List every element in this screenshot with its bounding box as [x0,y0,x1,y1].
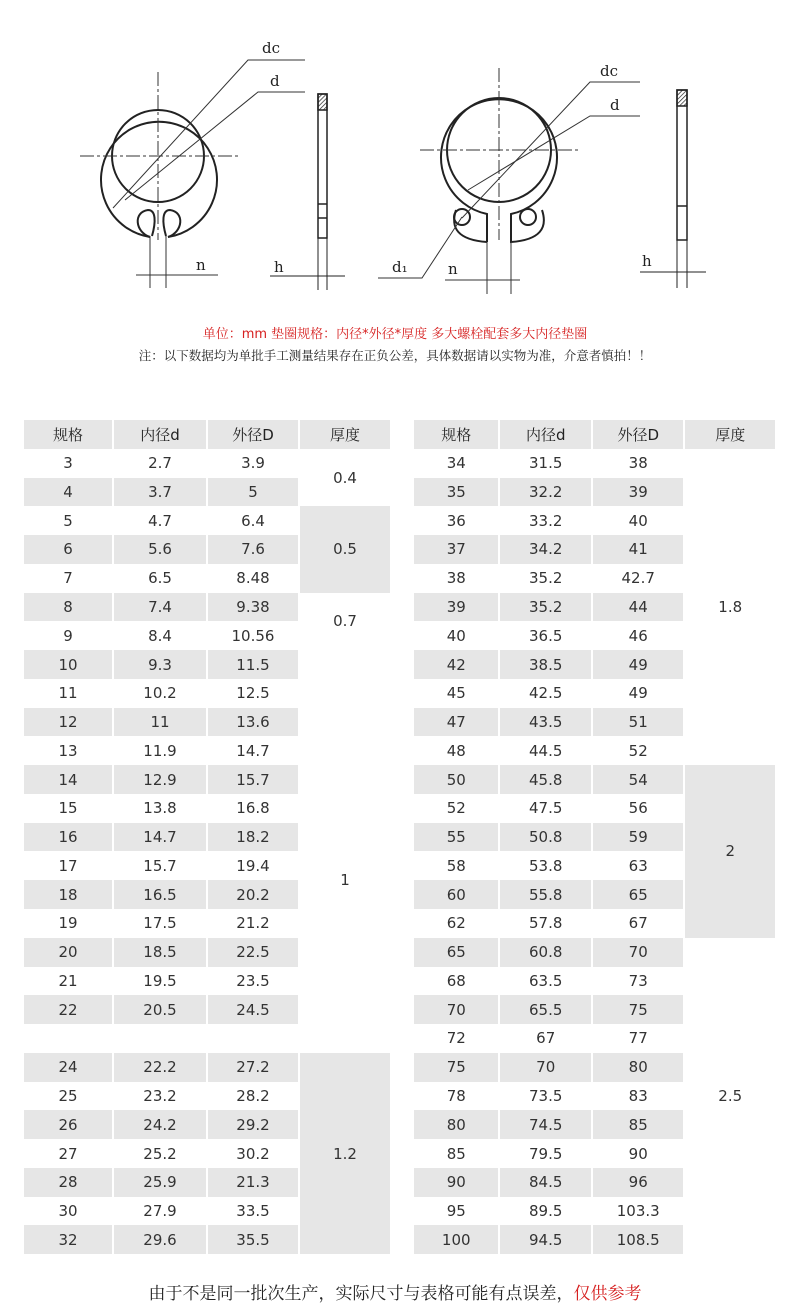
cell-inner: 2.7 [148,454,172,473]
cell-thickness [300,650,390,708]
cell-spec: 68 [446,971,466,990]
header-spec: 规格 [414,420,498,449]
cell-spec: 8 [24,593,112,622]
cell-outer: 77 [628,1029,648,1048]
cell-spec: 24 [24,1053,112,1082]
cell-spec: 36 [446,511,466,530]
right-leader-lines [378,82,640,294]
cell-inner [114,1024,206,1053]
cell-outer: 21.2 [236,914,270,933]
right-lug-hole-right [520,209,536,225]
cell-thickness: 1 [300,708,390,1053]
cell-spec: 48 [446,741,466,760]
cell-spec: 70 [414,995,498,1024]
header-outer-diameter: 外径D [208,420,298,449]
cell-outer: 24.5 [208,995,298,1024]
cell-thickness: 1.8 [685,449,775,765]
cell-inner: 4.7 [148,511,172,530]
cell-outer: 49 [628,684,648,703]
header-inner-diameter: 内径d [114,420,206,449]
cell-inner: 20.5 [114,995,206,1024]
table-row [24,506,390,535]
cell-spec: 34 [446,454,466,473]
cell-inner: 25.2 [143,1144,177,1163]
cell-inner: 53.8 [529,856,563,875]
table-row [24,1053,390,1082]
cell-spec [24,1024,112,1053]
cell-outer: 29.2 [208,1110,298,1139]
cell-spec: 19 [58,914,78,933]
cell-inner: 24.2 [114,1110,206,1139]
cell-inner: 35.2 [529,569,563,588]
cell-outer: 11.5 [208,650,298,679]
cell-inner: 70 [500,1053,591,1082]
cell-spec: 72 [446,1029,466,1048]
cell-outer: 39 [593,478,684,507]
cell-outer: 67 [628,914,648,933]
cell-inner: 9.3 [114,650,206,679]
cell-spec: 60 [414,880,498,909]
cell-outer: 19.4 [236,856,270,875]
cell-spec: 7 [63,569,73,588]
cell-thickness: 0.5 [300,506,390,592]
cell-spec: 62 [446,914,466,933]
cell-inner: 25.9 [114,1168,206,1197]
cell-inner: 31.5 [529,454,563,473]
cell-inner: 32.2 [500,478,591,507]
cell-spec: 80 [414,1110,498,1139]
cell-spec: 25 [58,1086,78,1105]
circlip-technical-drawing [0,0,790,320]
cell-outer: 3.9 [241,454,265,473]
label-n-right: n [448,260,458,278]
cell-outer: 41 [593,535,684,564]
cell-outer: 70 [593,938,684,967]
cell-inner: 8.4 [148,626,172,645]
cell-outer: 23.5 [236,971,270,990]
cell-inner: 15.7 [143,856,177,875]
cell-spec: 3 [63,454,73,473]
table-row [414,449,775,478]
cell-spec: 35 [414,478,498,507]
table-row [24,708,390,737]
cell-spec: 27 [58,1144,78,1163]
cell-inner: 17.5 [143,914,177,933]
cell-outer: 27.2 [208,1053,298,1082]
cell-outer: 108.5 [593,1225,684,1254]
cell-spec: 15 [58,799,78,818]
cell-spec: 18 [24,880,112,909]
cell-inner: 23.2 [143,1086,177,1105]
label-d-left: d [270,72,280,90]
cell-spec: 78 [446,1086,466,1105]
cell-inner: 3.7 [114,478,206,507]
cell-outer: 49 [593,650,684,679]
cell-outer: 15.7 [208,765,298,794]
footer-main-text: 由于不是同一批次生产，实际尺寸与表格可能有点误差， [148,1284,574,1304]
cell-inner: 12.9 [114,765,206,794]
cell-spec: 55 [414,823,498,852]
cell-spec: 42 [414,650,498,679]
cell-inner: 11 [114,708,206,737]
cell-outer: 14.7 [236,741,270,760]
cell-outer: 90 [628,1144,648,1163]
table-row [414,938,775,967]
cell-outer: 44 [593,593,684,622]
header-spec: 规格 [24,420,112,449]
cell-inner: 63.5 [529,971,563,990]
cell-inner: 18.5 [114,938,206,967]
footer-note [0,1281,790,1307]
left-lug-right [163,210,180,237]
cell-outer [208,1024,298,1053]
table-row [24,449,390,478]
cell-spec: 32 [24,1225,112,1254]
cell-inner: 60.8 [500,938,591,967]
cell-inner: 79.5 [529,1144,563,1163]
left-circlip-front-view [101,110,217,237]
cell-inner: 27.9 [143,1202,177,1221]
cell-inner: 47.5 [529,799,563,818]
table-header-row [24,420,390,449]
cell-outer: 85 [593,1110,684,1139]
cell-inner: 65.5 [500,995,591,1024]
cell-outer: 30.2 [236,1144,270,1163]
label-h-right: h [642,252,652,270]
cell-inner: 22.2 [114,1053,206,1082]
cell-outer: 80 [593,1053,684,1082]
cell-outer: 35.5 [208,1225,298,1254]
cell-outer: 20.2 [208,880,298,909]
cell-inner: 19.5 [143,971,177,990]
header-thickness: 厚度 [685,420,775,449]
cell-outer: 6.4 [241,511,265,530]
label-dc-left: dc [262,39,281,57]
cell-spec: 17 [58,856,78,875]
cell-spec: 65 [414,938,498,967]
cell-spec: 20 [24,938,112,967]
cell-spec: 9 [63,626,73,645]
cell-outer: 7.6 [208,535,298,564]
cell-outer: 9.38 [208,593,298,622]
cell-inner: 50.8 [500,823,591,852]
cell-spec: 95 [446,1202,466,1221]
cell-inner: 35.2 [500,593,591,622]
header-outer-diameter: 外径D [593,420,684,449]
cell-inner: 42.5 [529,684,563,703]
cell-spec: 58 [446,856,466,875]
table-row [24,593,390,622]
cell-inner: 6.5 [148,569,172,588]
cell-inner: 33.2 [529,511,563,530]
cell-inner: 67 [536,1029,556,1048]
spec-table-left [22,420,392,1254]
cell-inner: 7.4 [114,593,206,622]
header-thickness: 厚度 [300,420,390,449]
cell-inner: 36.5 [529,626,563,645]
cell-outer: 59 [593,823,684,852]
cell-outer: 16.8 [236,799,270,818]
cell-spec: 52 [446,799,466,818]
table-header-row [414,420,775,449]
cell-inner: 16.5 [114,880,206,909]
cell-thickness: 0.7 [300,593,390,651]
cell-outer: 42.7 [621,569,655,588]
cell-spec: 26 [24,1110,112,1139]
cell-outer: 40 [628,511,648,530]
cell-outer: 46 [628,626,648,645]
cell-spec: 75 [414,1053,498,1082]
cell-inner: 11.9 [143,741,177,760]
cell-spec: 13 [58,741,78,760]
cell-spec: 22 [24,995,112,1024]
label-h-left: h [274,258,284,276]
cell-outer: 54 [593,765,684,794]
cell-spec: 5 [63,511,73,530]
cell-outer: 65 [593,880,684,909]
cell-spec: 4 [24,478,112,507]
cell-spec: 85 [446,1144,466,1163]
cell-spec: 90 [414,1168,498,1197]
cell-outer: 51 [593,708,684,737]
cell-spec: 21 [58,971,78,990]
cell-inner: 5.6 [114,535,206,564]
cell-inner: 57.8 [529,914,563,933]
cell-inner: 84.5 [500,1168,591,1197]
spec-table-right [412,420,777,1254]
cell-outer: 52 [628,741,648,760]
cell-spec: 38 [446,569,466,588]
cell-outer: 12.5 [236,684,270,703]
cell-inner: 10.2 [143,684,177,703]
cell-spec: 30 [58,1202,78,1221]
left-leader-lines [113,60,305,288]
cell-outer: 28.2 [236,1086,270,1105]
cell-inner: 55.8 [500,880,591,909]
cell-spec: 14 [24,765,112,794]
cell-inner: 89.5 [529,1202,563,1221]
cell-outer: 22.5 [208,938,298,967]
cell-inner: 43.5 [500,708,591,737]
table-row [414,765,775,794]
cell-outer: 73 [628,971,648,990]
cell-spec: 6 [24,535,112,564]
cell-outer: 63 [628,856,648,875]
cell-inner: 94.5 [500,1225,591,1254]
cell-spec: 50 [414,765,498,794]
measurement-disclaimer: 注：以下数据均为单批手工测量结果存在正负公差，具体数据请以实物为准，介意者慎拍！！ [138,348,652,363]
cell-thickness: 2 [685,765,775,938]
cell-spec: 10 [24,650,112,679]
cell-inner: 73.5 [529,1086,563,1105]
label-dc-right: dc [600,62,619,80]
cell-spec: 16 [24,823,112,852]
cell-thickness: 1.2 [300,1053,390,1254]
unit-spec-note: 单位：mm 垫圈规格：内径*外径*厚度 多大螺栓配套多大内径垫圈 [202,327,588,342]
cell-inner: 13.8 [143,799,177,818]
cell-thickness: 2.5 [685,938,775,1254]
footer-emphasis-text: 仅供参考 [573,1284,642,1304]
cell-spec: 40 [446,626,466,645]
cell-outer: 33.5 [236,1202,270,1221]
cell-inner: 34.2 [500,535,591,564]
cell-spec: 12 [24,708,112,737]
cell-outer: 56 [628,799,648,818]
cell-outer: 21.3 [208,1168,298,1197]
cell-outer: 5 [208,478,298,507]
table-row [24,650,390,679]
cell-spec: 45 [446,684,466,703]
cell-thickness: 0.4 [300,449,390,507]
cell-outer: 38 [628,454,648,473]
cell-outer: 8.48 [236,569,270,588]
cell-spec: 28 [24,1168,112,1197]
left-lug-left [138,210,155,237]
cell-spec: 100 [414,1225,498,1254]
cell-outer: 83 [628,1086,648,1105]
cell-inner: 14.7 [114,823,206,852]
label-d1-right: d₁ [392,258,408,276]
cell-outer: 75 [593,995,684,1024]
header-inner-diameter: 内径d [500,420,591,449]
cell-inner: 38.5 [500,650,591,679]
cell-spec: 37 [414,535,498,564]
cell-outer: 96 [593,1168,684,1197]
cell-spec: 47 [414,708,498,737]
cell-outer: 18.2 [208,823,298,852]
cell-inner: 45.8 [500,765,591,794]
cell-inner: 44.5 [529,741,563,760]
cell-spec: 39 [414,593,498,622]
label-d-right: d [610,96,620,114]
label-n-left: n [196,256,206,274]
cell-spec: 11 [58,684,78,703]
cell-outer: 10.56 [231,626,275,645]
cell-inner: 74.5 [500,1110,591,1139]
cell-outer: 103.3 [616,1202,660,1221]
cell-outer: 13.6 [208,708,298,737]
cell-inner: 29.6 [114,1225,206,1254]
